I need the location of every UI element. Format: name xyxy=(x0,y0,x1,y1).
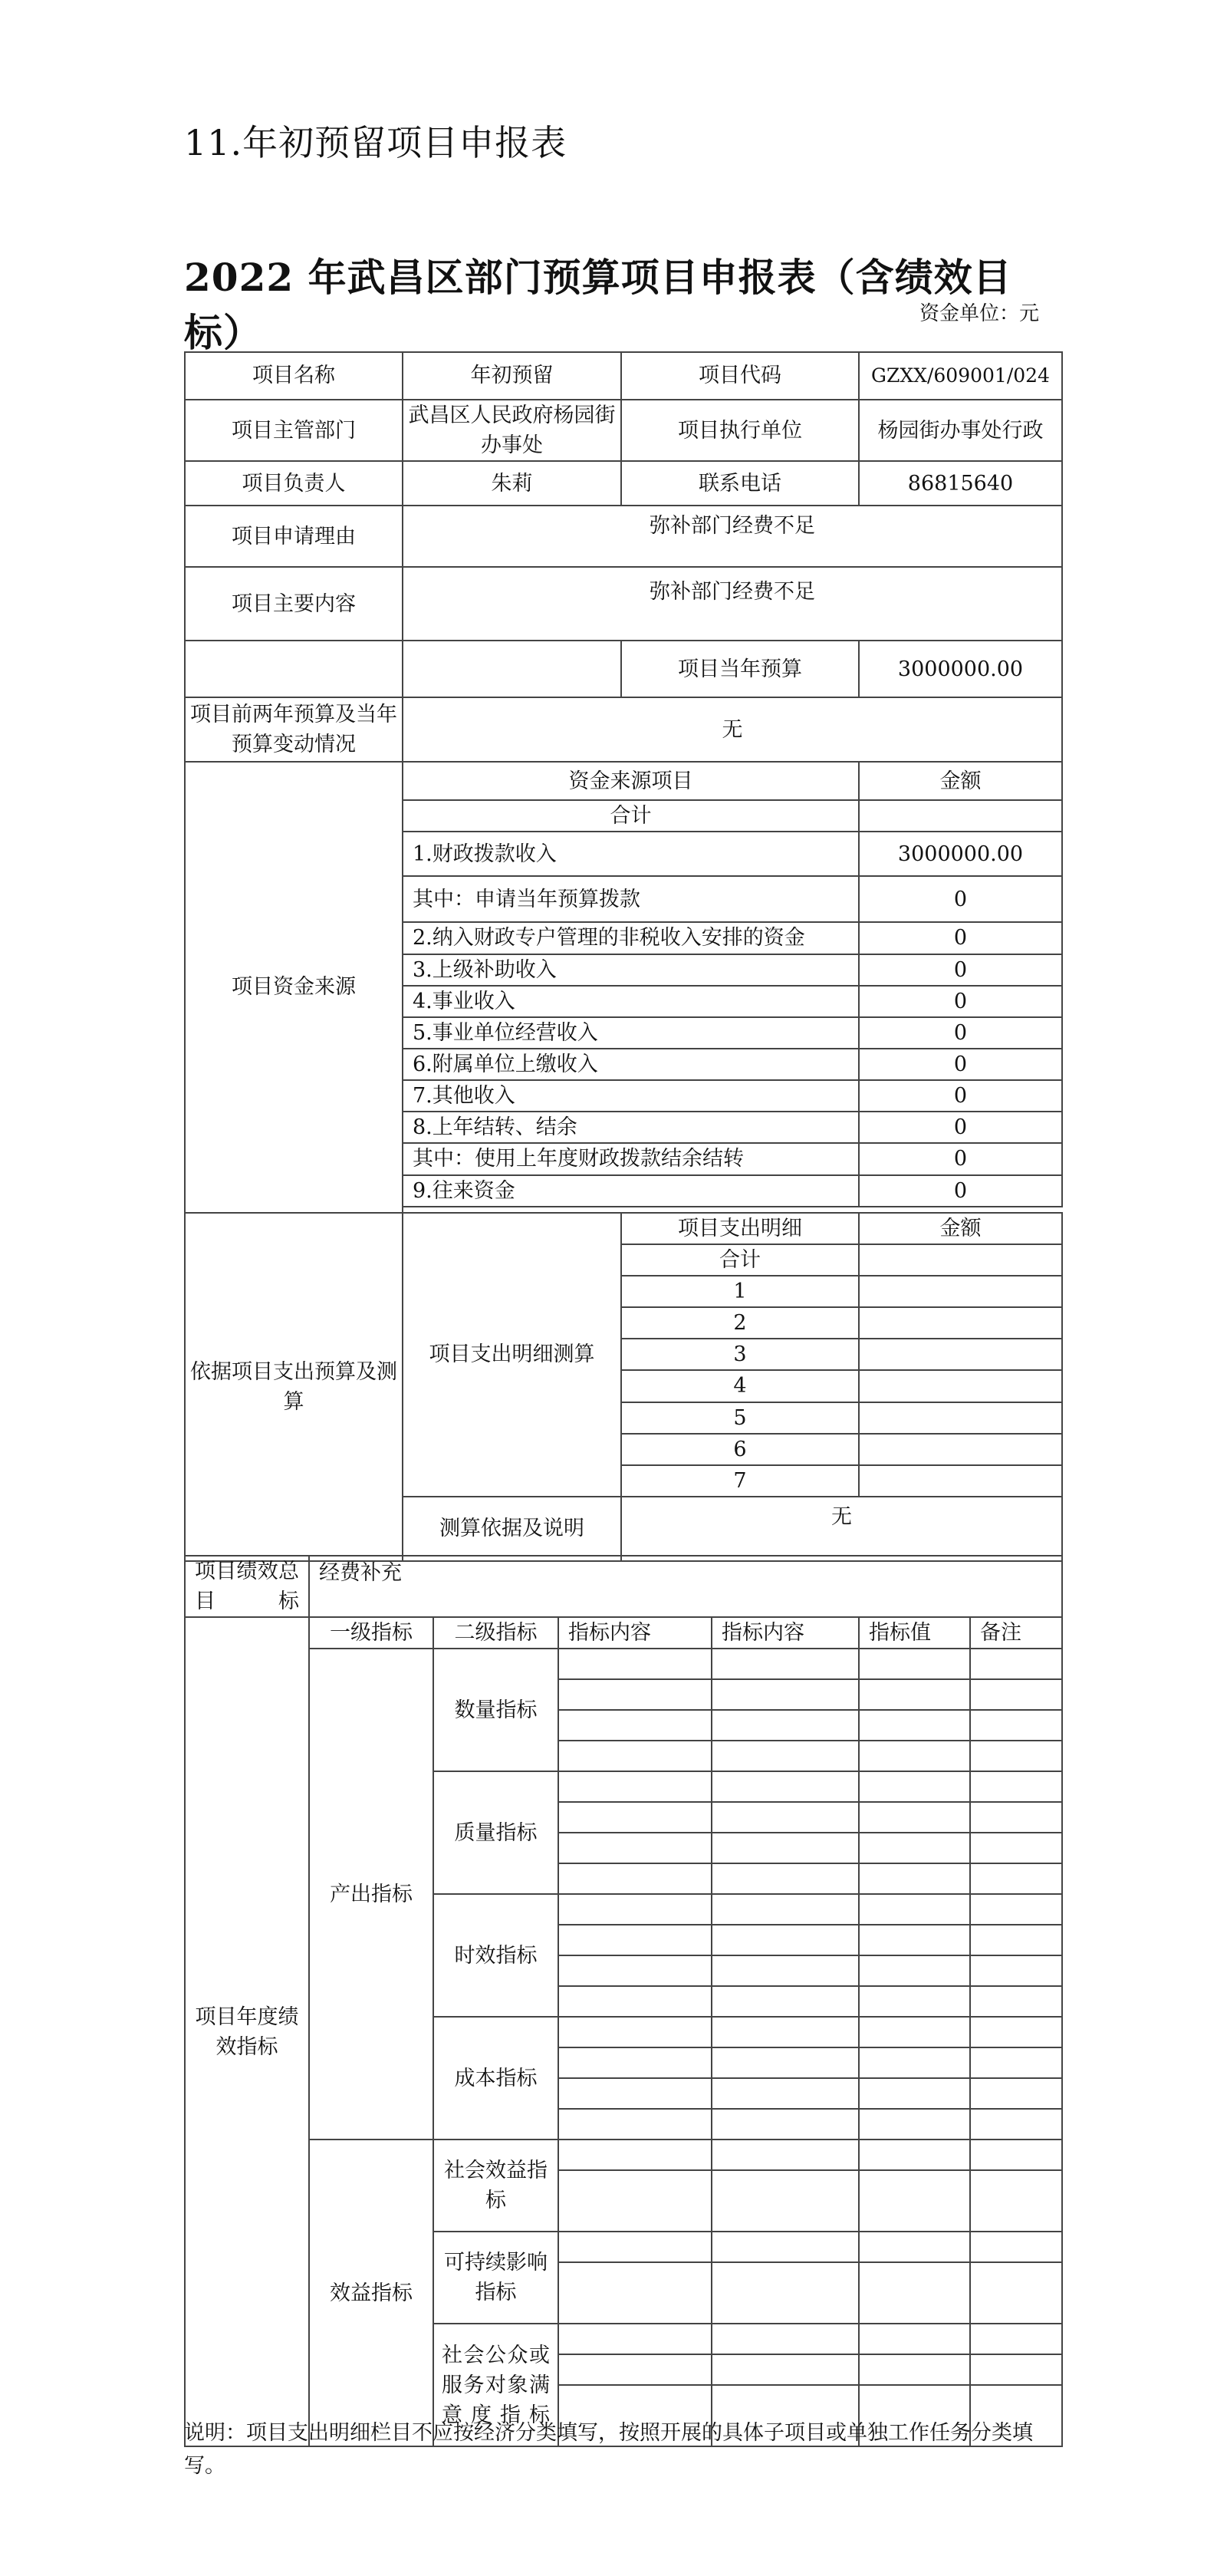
cell xyxy=(970,2047,1062,2078)
cell xyxy=(558,2017,712,2047)
cell xyxy=(970,2232,1062,2262)
cell xyxy=(712,2109,859,2140)
expense-amount xyxy=(859,1244,1062,1276)
cell xyxy=(558,1802,712,1833)
cell xyxy=(558,2262,712,2324)
cell xyxy=(859,1710,970,1741)
header-value: 指标值 xyxy=(859,1617,970,1649)
funding-amount: 0 xyxy=(859,922,1062,954)
value-calc-basis: 无 xyxy=(621,1497,1062,1561)
cell xyxy=(859,1894,970,1925)
cell xyxy=(712,2262,859,2324)
cell xyxy=(558,2170,712,2232)
expense-col-detail: 项目支出明细 xyxy=(621,1213,859,1244)
cell xyxy=(558,1649,712,1679)
cell xyxy=(712,2354,859,2385)
funding-amount: 0 xyxy=(859,1175,1062,1207)
cell xyxy=(712,2047,859,2078)
cell xyxy=(970,2324,1062,2354)
cell xyxy=(712,1771,859,1802)
cell xyxy=(859,1771,970,1802)
expense-amount xyxy=(859,1434,1062,1465)
expense-amount xyxy=(859,1370,1062,1402)
funding-total-label: 合计 xyxy=(403,800,859,832)
label-content: 项目主要内容 xyxy=(185,567,403,641)
spacer-cell xyxy=(403,1207,1062,1213)
cell xyxy=(712,2324,859,2354)
funding-item: 2.纳入财政专户管理的非税收入安排的资金 xyxy=(403,922,859,954)
cell xyxy=(712,1741,859,1771)
cell xyxy=(859,1679,970,1710)
expense-amount xyxy=(859,1276,1062,1307)
value-budget: 3000000.00 xyxy=(859,641,1062,697)
label-project-name: 项目名称 xyxy=(185,352,403,400)
sub-timeliness: 时效指标 xyxy=(433,1894,558,2017)
empty-cell xyxy=(185,641,403,697)
value-budget-change: 无 xyxy=(403,697,1062,762)
cell xyxy=(558,1863,712,1894)
funding-item: 5.事业单位经营收入 xyxy=(403,1017,859,1049)
cell xyxy=(859,2078,970,2109)
expense-col-amount: 金额 xyxy=(859,1213,1062,1244)
currency-unit: 资金单位：元 xyxy=(919,302,1039,325)
cell xyxy=(712,1986,859,2017)
cell xyxy=(558,1741,712,1771)
cell xyxy=(712,1894,859,1925)
funding-item: 1.财政拨款收入 xyxy=(403,832,859,876)
label-expense-basis: 依据项目支出预算及测算 xyxy=(185,1213,403,1561)
cell xyxy=(970,1925,1062,1955)
funding-item: 4.事业收入 xyxy=(403,986,859,1017)
funding-item: 其中：申请当年预算拨款 xyxy=(403,876,859,922)
header-remark: 备注 xyxy=(970,1617,1062,1649)
cell xyxy=(712,2078,859,2109)
funding-item: 8.上年结转、结余 xyxy=(403,1112,859,1143)
cell xyxy=(859,2140,970,2170)
label-project-code: 项目代码 xyxy=(621,352,859,400)
label-phone: 联系电话 xyxy=(621,461,859,506)
expense-amount xyxy=(859,1339,1062,1370)
cell xyxy=(970,1863,1062,1894)
cell xyxy=(859,1833,970,1863)
cell xyxy=(712,2232,859,2262)
funding-amount: 0 xyxy=(859,1049,1062,1080)
footnote: 说明：项目支出明细栏目不应按经济分类填写，按照开展的具体子项目或单独工作任务分类填写。 xyxy=(184,2421,1033,2479)
value-owner: 朱莉 xyxy=(403,461,621,506)
cell xyxy=(712,1925,859,1955)
cell xyxy=(859,1741,970,1771)
page-heading: 11.年初预留项目申报表 xyxy=(184,122,567,163)
cell xyxy=(712,1833,859,1863)
cell xyxy=(859,1925,970,1955)
form-title: 2022 年武昌区部门预算项目申报表（含绩效目标） xyxy=(184,255,1012,355)
cell xyxy=(859,1863,970,1894)
cell xyxy=(712,1679,859,1710)
cell xyxy=(970,2140,1062,2170)
cell xyxy=(970,2354,1062,2385)
cell xyxy=(859,1986,970,2017)
funding-item: 3.上级补助收入 xyxy=(403,954,859,986)
funding-item: 其中：使用上年度财政拨款结余结转 xyxy=(403,1143,859,1174)
value-perf-goal: 经费补充 xyxy=(309,1556,1062,1617)
cell xyxy=(859,1955,970,1986)
cell xyxy=(859,2354,970,2385)
cell xyxy=(558,1710,712,1741)
cell xyxy=(712,1710,859,1741)
cell xyxy=(859,2017,970,2047)
cell xyxy=(558,1833,712,1863)
cell xyxy=(712,1802,859,1833)
cell xyxy=(558,2109,712,2140)
cell xyxy=(970,2017,1062,2047)
header-level1: 一级指标 xyxy=(309,1617,433,1649)
funding-amount: 0 xyxy=(859,1080,1062,1112)
cell xyxy=(558,1925,712,1955)
label-budget: 项目当年预算 xyxy=(621,641,859,697)
cell xyxy=(712,2017,859,2047)
cell xyxy=(712,1649,859,1679)
label-perf-goal: 项目绩效总目标 xyxy=(185,1556,309,1617)
expense-amount xyxy=(859,1465,1062,1497)
label-output: 产出指标 xyxy=(309,1649,433,2140)
cell xyxy=(558,2140,712,2170)
cell xyxy=(970,1679,1062,1710)
cell xyxy=(970,2262,1062,2324)
cell xyxy=(859,2262,970,2324)
cell xyxy=(859,2047,970,2078)
funding-item: 6.附属单位上缴收入 xyxy=(403,1049,859,1080)
cell xyxy=(558,1894,712,1925)
sub-quantity: 数量指标 xyxy=(433,1649,558,1771)
expense-row: 7 xyxy=(621,1465,859,1497)
funding-item: 9.往来资金 xyxy=(403,1175,859,1207)
value-reason: 弥补部门经费不足 xyxy=(403,506,1062,567)
cell xyxy=(970,1649,1062,1679)
expense-row: 2 xyxy=(621,1307,859,1339)
value-content: 弥补部门经费不足 xyxy=(403,567,1062,641)
cell xyxy=(970,1894,1062,1925)
header-content: 指标内容 xyxy=(558,1617,712,1649)
label-expense-calc: 项目支出明细测算 xyxy=(403,1213,621,1497)
expense-row: 5 xyxy=(621,1402,859,1434)
cell xyxy=(558,1955,712,1986)
label-reason: 项目申请理由 xyxy=(185,506,403,567)
expense-amount xyxy=(859,1402,1062,1434)
cell xyxy=(558,2354,712,2385)
funding-amount: 0 xyxy=(859,876,1062,922)
sub-quality: 质量指标 xyxy=(433,1771,558,1894)
label-annual-perf: 项目年度绩效指标 xyxy=(185,1617,309,2446)
cell xyxy=(970,1741,1062,1771)
cell xyxy=(970,1802,1062,1833)
funding-col-item: 资金来源项目 xyxy=(403,762,859,800)
project-info-table xyxy=(184,351,1063,1562)
label-exec-unit: 项目执行单位 xyxy=(621,400,859,461)
cell xyxy=(970,1833,1062,1863)
funding-amount: 0 xyxy=(859,986,1062,1017)
funding-amount: 0 xyxy=(859,954,1062,986)
cell xyxy=(859,2232,970,2262)
value-project-name: 年初预留 xyxy=(403,352,621,400)
cell xyxy=(558,1771,712,1802)
funding-col-amount: 金额 xyxy=(859,762,1062,800)
label-budget-change: 项目前两年预算及当年预算变动情况 xyxy=(185,697,403,762)
sub-satisfaction: 社会公众或服务对象满意度指标 xyxy=(433,2324,558,2446)
header-content: 指标内容 xyxy=(712,1617,859,1649)
expense-row: 3 xyxy=(621,1339,859,1370)
value-phone: 86815640 xyxy=(859,461,1062,506)
value-dept: 武昌区人民政府杨园街办事处 xyxy=(403,400,621,461)
cell xyxy=(970,1955,1062,1986)
cell xyxy=(970,2170,1062,2232)
sub-sustainable: 可持续影响指标 xyxy=(433,2232,558,2324)
expense-row: 4 xyxy=(621,1370,859,1402)
label-dept: 项目主管部门 xyxy=(185,400,403,461)
cell xyxy=(558,2232,712,2262)
cell xyxy=(558,2324,712,2354)
empty-cell xyxy=(403,641,621,697)
funding-item: 7.其他收入 xyxy=(403,1080,859,1112)
sub-cost: 成本指标 xyxy=(433,2017,558,2140)
cell xyxy=(558,2047,712,2078)
cell xyxy=(712,2170,859,2232)
cell xyxy=(970,1710,1062,1741)
cell xyxy=(859,2170,970,2232)
label-funding-source: 项目资金来源 xyxy=(185,762,403,1212)
cell xyxy=(970,2078,1062,2109)
cell xyxy=(558,2078,712,2109)
label-benefit: 效益指标 xyxy=(309,2140,433,2446)
label-calc-basis: 测算依据及说明 xyxy=(403,1497,621,1561)
cell xyxy=(558,1986,712,2017)
expense-total-label: 合计 xyxy=(621,1244,859,1276)
cell xyxy=(859,2109,970,2140)
expense-row: 1 xyxy=(621,1276,859,1307)
cell xyxy=(970,1771,1062,1802)
cell xyxy=(859,2324,970,2354)
cell xyxy=(970,2109,1062,2140)
sub-social-benefit: 社会效益指标 xyxy=(433,2140,558,2232)
cell xyxy=(859,1649,970,1679)
cell xyxy=(712,1863,859,1894)
value-project-code: GZXX/609001/024 xyxy=(859,352,1062,400)
expense-row: 6 xyxy=(621,1434,859,1465)
cell xyxy=(558,1679,712,1710)
performance-table xyxy=(184,1555,1063,2447)
cell xyxy=(970,1986,1062,2017)
header-level2: 二级指标 xyxy=(433,1617,558,1649)
funding-amount: 3000000.00 xyxy=(859,832,1062,876)
label-owner: 项目负责人 xyxy=(185,461,403,506)
cell xyxy=(859,1802,970,1833)
expense-amount xyxy=(859,1307,1062,1339)
funding-amount: 0 xyxy=(859,1017,1062,1049)
funding-amount: 0 xyxy=(859,1112,1062,1143)
cell xyxy=(712,1955,859,1986)
funding-amount: 0 xyxy=(859,1143,1062,1174)
funding-total-value xyxy=(859,800,1062,832)
cell xyxy=(712,2140,859,2170)
value-exec-unit: 杨园街办事处行政 xyxy=(859,400,1062,461)
